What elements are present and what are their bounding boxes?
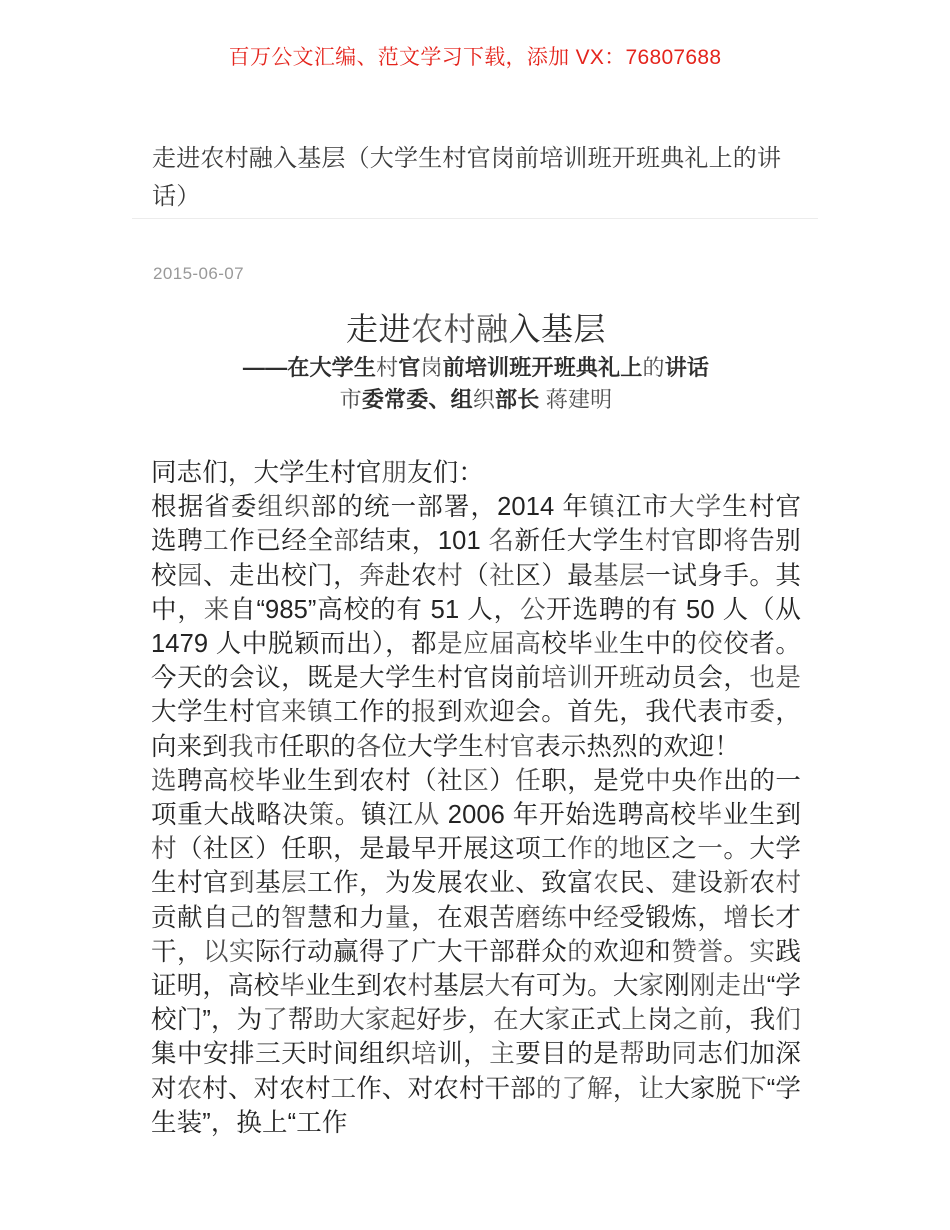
glyph: 村 <box>483 732 510 761</box>
glyph: 欢 <box>463 698 490 727</box>
glyph: 实 <box>229 937 256 966</box>
glyph: 也 <box>749 664 776 693</box>
glyph: 镇 <box>589 493 616 522</box>
glyph: 村 <box>775 869 801 898</box>
glyph: 村 <box>151 835 178 864</box>
glyph: 任 <box>515 766 542 795</box>
glyph: 智 <box>281 903 308 932</box>
glyph: 来 <box>281 698 308 727</box>
glyph: 作 <box>567 835 594 864</box>
glyph: 家 <box>638 972 665 1001</box>
glyph: 织 <box>284 493 311 522</box>
glyph: 是 <box>775 664 801 693</box>
glyph: 让 <box>638 1074 665 1103</box>
glyph: 到 <box>229 869 256 898</box>
glyph: 镇 <box>307 698 334 727</box>
glyph: 在 <box>493 1006 519 1035</box>
glyph: 班 <box>619 664 646 693</box>
glyph: 届 <box>489 630 516 659</box>
glyph: 岗 <box>420 355 443 380</box>
glyph: 中 <box>645 766 672 795</box>
glyph: 助 <box>313 1006 340 1035</box>
glyph: 公 <box>519 595 547 624</box>
glyph: 农 <box>410 311 444 347</box>
glyph: 朋 <box>381 459 408 487</box>
glyph: 官 <box>509 732 536 761</box>
glyph: 名 <box>488 527 515 556</box>
glyph: 奔 <box>359 561 386 590</box>
glyph: 层 <box>619 561 646 590</box>
glyph: 己 <box>229 903 256 932</box>
glyph: 大 <box>339 1006 365 1035</box>
promo-banner: 百万公文汇编、范文学习下载，添加 VX：76807688 <box>228 46 722 69</box>
glyph: 帮 <box>619 1040 646 1069</box>
glyph: 的 <box>567 937 594 966</box>
glyph: 经 <box>593 903 620 932</box>
glyph: 织 <box>472 387 496 412</box>
glyph: 地 <box>619 835 646 864</box>
glyph: 策 <box>308 801 335 830</box>
glyph: 官 <box>255 698 282 727</box>
glyph: 农 <box>593 869 620 898</box>
glyph: 基 <box>593 561 620 590</box>
publish-date: 2015-06-07 <box>153 264 244 283</box>
glyph: 了 <box>262 1006 288 1035</box>
glyph: 农 <box>176 1074 203 1103</box>
glyph: 实 <box>749 937 776 966</box>
glyph: 委 <box>749 698 776 727</box>
glyph: 蒋 <box>545 387 568 412</box>
glyph: 起 <box>390 1006 417 1035</box>
glyph: 们 <box>775 1006 801 1035</box>
glyph: 家 <box>364 1006 391 1035</box>
glyph: 明 <box>590 387 613 412</box>
glyph: 的 <box>535 1074 562 1103</box>
glyph: 走 <box>715 972 742 1001</box>
glyph: 村 <box>407 972 434 1001</box>
glyph: 校 <box>229 766 256 795</box>
glyph: 村 <box>437 561 464 590</box>
glyph: 从 <box>413 801 440 830</box>
glyph: 工 <box>330 1074 357 1103</box>
glyph: 市 <box>253 732 280 761</box>
glyph: 报 <box>411 698 438 727</box>
glyph: 部 <box>333 527 360 556</box>
glyph: 佼 <box>697 630 724 659</box>
glyph: 毕 <box>696 801 723 830</box>
glyph: 业 <box>593 630 620 659</box>
glyph: 前 <box>698 1006 725 1035</box>
glyph: 出 <box>741 972 767 1001</box>
glyph: 增 <box>723 903 750 932</box>
glyph: 训 <box>567 664 594 693</box>
salutation: 同志们，大学生村官朋友们： <box>151 459 484 487</box>
glyph: 学 <box>695 493 723 522</box>
glyph: 之 <box>672 1006 699 1035</box>
glyph: 毕 <box>279 972 305 1001</box>
glyph: 高 <box>515 630 542 659</box>
glyph: 量 <box>385 903 412 932</box>
document-byline: 市委常委、组织部长 蒋建明 <box>339 387 613 412</box>
glyph: 的 <box>593 835 620 864</box>
glyph: 市 <box>339 387 362 412</box>
body-paragraph: 选聘高校毕业生到农村（社区）任职，是党中央作出的一项重大战略决策。镇江从 2006 年开始选聘高校毕业生到村（社区）任职，是最早开展这项工作的地区之一。大学生村官到基层工作，为发展农业、致富农民、建设新农村贡献自己的智慧和力量，在艰苦磨练中经受锻炼，增长才干，以实际行动赢得了广大干部群众的欢迎和赞誉。实践证明，高校毕业生到农村基层大有可为。大家刚刚走出“学校门”，为了帮助大家起好步，在大家正式上岗之前，我们集中安排三天时间组织培训，主要目的是帮助同志们加深对农村、对农村工作、对农村干部的了解，让大家脱下“学生装”，换上“工作 <box>151 766 802 1137</box>
glyph: 来 <box>203 595 231 624</box>
glyph: 刚 <box>689 972 716 1001</box>
glyph: 磨 <box>515 903 542 932</box>
glyph: 各 <box>355 732 382 761</box>
glyph: 社 <box>489 561 516 590</box>
glyph: 将 <box>723 527 750 556</box>
glyph: 新 <box>723 869 750 898</box>
glyph: 了 <box>561 1074 588 1103</box>
glyph: 层 <box>281 869 308 898</box>
page-title: 走进农村融入基层（大学生村官岗前培训班开班典礼上的讲话） <box>152 145 782 210</box>
document-title: 走进农村融入基层 <box>345 311 607 347</box>
header-divider <box>132 218 818 219</box>
glyph: 大 <box>669 493 696 522</box>
glyph: 下 <box>741 1074 767 1103</box>
glyph: 应 <box>463 630 490 659</box>
glyph: 建 <box>567 387 591 412</box>
glyph: 组 <box>257 493 285 522</box>
glyph: 同 <box>671 1040 698 1069</box>
glyph: 的 <box>642 355 665 380</box>
body-paragraph: 根据省委组织部的统一部署，2014 年镇江市大学生村官选聘工作已经全部结束，101 名新任大学生村官即将告别校园、走出校门，奔赴农村（社区）最基层一试身手。其中，来自“985”高校的有 51 人，公开选聘的有 50 人（从 1479 人中脱颖而出），都是应届高校毕业生中的佼佼者。今天的会议，既是大学生村官岗前培训开班动员会，也是大学生村官来镇工作的报到欢迎会。首先，我代表市委，向来到我市任职的各位大学生村官表示热烈的欢迎！ <box>151 493 802 761</box>
glyph: 培 <box>541 664 568 693</box>
article-header <box>152 140 812 216</box>
glyph: 上 <box>621 1006 648 1035</box>
glyph: 村 <box>644 527 671 556</box>
glyph: 村 <box>443 311 476 347</box>
glyph: 一 <box>697 835 724 864</box>
glyph: 以 <box>203 937 230 966</box>
glyph: 主 <box>489 1040 516 1069</box>
glyph: 选 <box>151 766 178 795</box>
glyph: 区 <box>463 766 490 795</box>
glyph: 是 <box>437 630 464 659</box>
glyph: 融 <box>476 311 509 347</box>
glyph: 解 <box>587 1074 613 1103</box>
glyph: 园 <box>177 561 204 590</box>
glyph: 家 <box>544 1006 571 1035</box>
glyph: 建 <box>671 869 698 898</box>
glyph: 大 <box>484 972 511 1001</box>
glyph: 工 <box>203 527 230 556</box>
glyph: 誉 <box>697 937 724 966</box>
glyph: 村 <box>376 355 399 380</box>
document-subtitle: ——在大学生村官岗前培训班开班典礼上的讲话 <box>242 355 710 380</box>
glyph: 练 <box>541 903 568 932</box>
glyph: 作 <box>697 766 724 795</box>
glyph: 官 <box>670 527 698 556</box>
glyph: 培 <box>411 1040 438 1069</box>
glyph: 我 <box>227 732 254 761</box>
glyph: 赞 <box>671 937 698 966</box>
document-content <box>151 306 801 1140</box>
